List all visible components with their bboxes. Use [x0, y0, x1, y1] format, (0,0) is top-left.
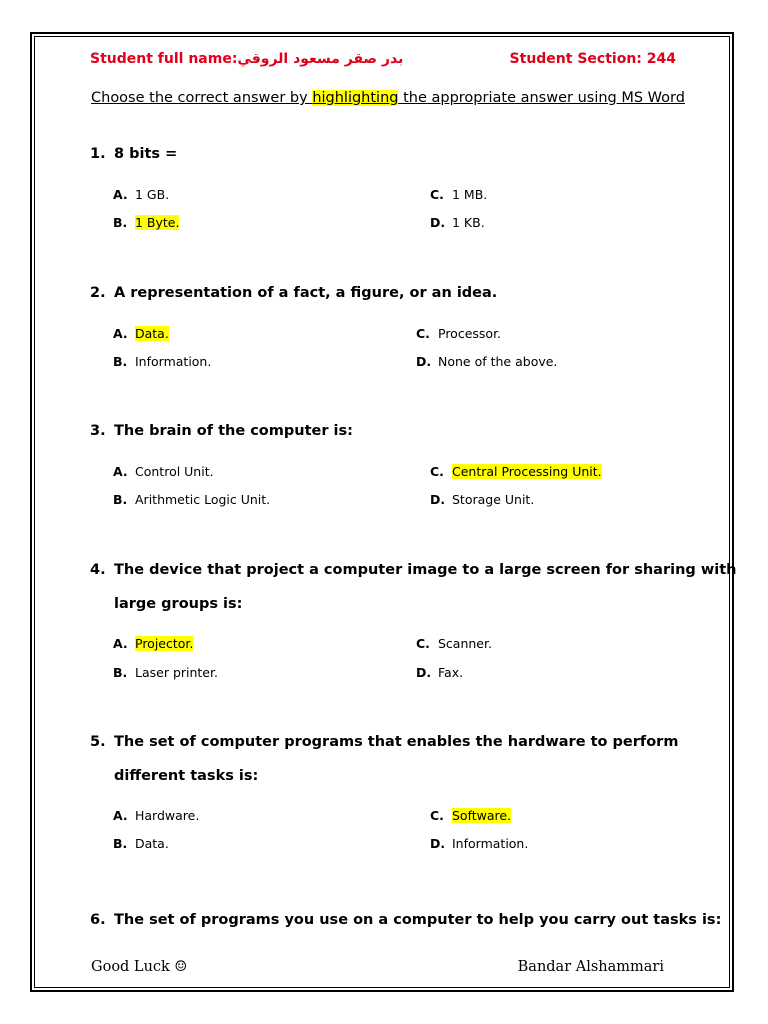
q1-option-b[interactable]: B. 1 Byte. — [113, 215, 180, 230]
instruction-after: the appropriate answer using MS Word — [398, 90, 685, 106]
question-text: different tasks is: — [114, 768, 259, 784]
question-text: The set of computer programs that enables the hardware to perform — [114, 734, 679, 750]
q2-option-a[interactable]: A. Data. — [113, 326, 169, 341]
option-text-highlighted: Data. — [135, 326, 169, 341]
q4-option-a[interactable]: A. Projector. — [113, 636, 194, 651]
option-text: Fax. — [438, 665, 464, 680]
instruction-highlight: highlighting — [312, 90, 399, 106]
option-text: Arithmetic Logic Unit. — [135, 492, 271, 507]
option-text: Data. — [135, 836, 169, 851]
option-text: Scanner. — [438, 636, 492, 651]
q1-option-a[interactable]: A. 1 GB. — [113, 187, 170, 202]
option-text-highlighted: 1 Byte. — [135, 215, 180, 230]
student-section-line — [510, 51, 676, 67]
q3-option-a[interactable]: A. Control Unit. — [113, 464, 214, 479]
question-text: large groups is: — [114, 596, 243, 612]
question-number: 1. — [90, 146, 106, 162]
option-text: Control Unit. — [135, 464, 214, 479]
student-name-line — [90, 51, 403, 67]
option-text: None of the above. — [438, 354, 558, 369]
student-section-label: Student Section: — [509, 51, 647, 67]
option-text-highlighted: Software. — [452, 808, 512, 823]
q1-option-c[interactable]: C. 1 MB. — [430, 187, 488, 202]
question-text: The device that project a computer image to a large screen for sharing with — [114, 562, 737, 578]
option-text: Storage Unit. — [452, 492, 535, 507]
option-text: Information. — [135, 354, 212, 369]
question-number: 2. — [90, 285, 106, 301]
question-5-continued — [114, 768, 258, 784]
q5-option-b[interactable]: B. Data. — [113, 836, 169, 851]
q5-option-d[interactable]: D. Information. — [430, 836, 529, 851]
question-text: A representation of a fact, a figure, or an idea. — [114, 285, 498, 301]
question-4 — [90, 562, 736, 578]
q4-option-d[interactable]: D. Fax. — [416, 665, 464, 680]
q3-option-b[interactable]: B. Arithmetic Logic Unit. — [113, 492, 271, 507]
question-4-continued — [114, 596, 242, 612]
footer-author: Bandar Alshammari — [517, 959, 664, 975]
option-text: 1 GB. — [135, 187, 170, 202]
q5-option-a[interactable]: A. Hardware. — [113, 808, 200, 823]
question-1 — [90, 146, 177, 162]
option-text: Laser printer. — [135, 665, 218, 680]
option-text-highlighted: Central Processing Unit. — [452, 464, 602, 479]
option-text: 1 KB. — [452, 215, 485, 230]
q4-option-b[interactable]: B. Laser printer. — [113, 665, 218, 680]
question-text: The set of programs you use on a computer to help you carry out tasks is: — [114, 912, 722, 928]
q2-option-d[interactable]: D. None of the above. — [416, 354, 558, 369]
q4-option-c[interactable]: C. Scanner. — [416, 636, 492, 651]
option-text: Hardware. — [135, 808, 200, 823]
question-number: 6. — [90, 912, 106, 928]
student-section-value: 244 — [646, 51, 676, 67]
footer-good-luck: Good Luck ☺ — [91, 959, 188, 975]
question-3 — [90, 423, 353, 439]
student-name-value: بدر صقر مسعود الروقي — [237, 51, 404, 67]
q5-option-c[interactable]: C. Software. — [430, 808, 512, 823]
q2-option-c[interactable]: C. Processor. — [416, 326, 502, 341]
instruction-line — [91, 90, 685, 106]
student-name-label: Student full name: — [90, 51, 238, 67]
question-text: 8 bits = — [114, 146, 178, 162]
option-text: Processor. — [438, 326, 502, 341]
q1-option-d[interactable]: D. 1 KB. — [430, 215, 485, 230]
option-text-highlighted: Projector. — [135, 636, 194, 651]
question-number: 3. — [90, 423, 106, 439]
question-text: The brain of the computer is: — [114, 423, 353, 439]
question-5 — [90, 734, 678, 750]
question-6 — [90, 912, 721, 928]
q3-option-c[interactable]: C. Central Processing Unit. — [430, 464, 602, 479]
option-text: Information. — [452, 836, 529, 851]
q2-option-b[interactable]: B. Information. — [113, 354, 212, 369]
instruction-before: Choose the correct answer by — [91, 90, 313, 106]
q3-option-d[interactable]: D. Storage Unit. — [430, 492, 535, 507]
option-text: 1 MB. — [452, 187, 488, 202]
question-number: 5. — [90, 734, 106, 750]
question-number: 4. — [90, 562, 106, 578]
question-2 — [90, 285, 497, 301]
